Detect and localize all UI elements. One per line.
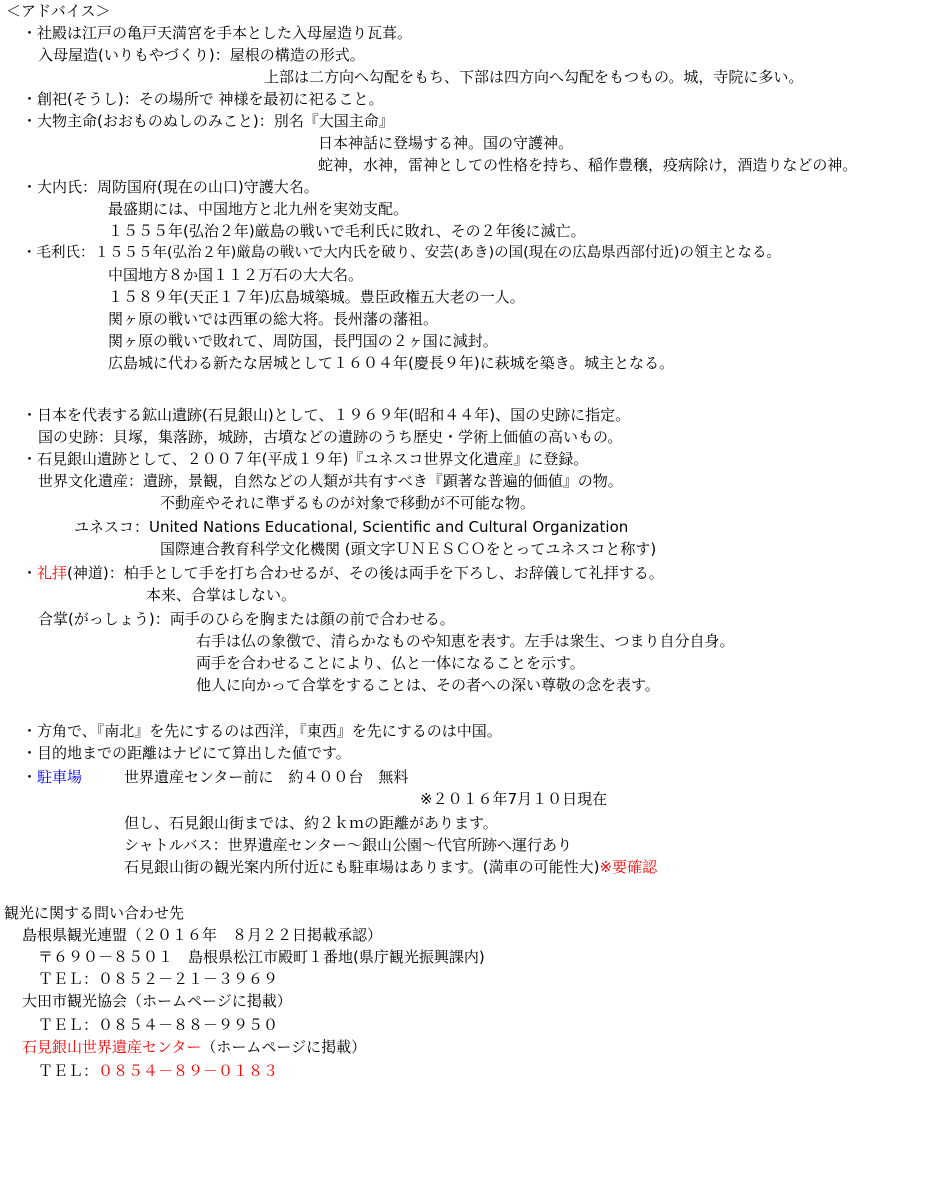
soushi-line: ・創祀(そうし)：その場所で 神様を最初に祀ること。 — [22, 90, 384, 108]
unesco-line-3: 不動産やそれに準ずるものが対象で移動が不可能な物。 — [160, 494, 536, 512]
parking-bullet: ・ — [22, 768, 38, 786]
shimane-name: 島根県観光連盟（２０１６年 ８月２２日掲載承認） — [22, 926, 383, 944]
irimoya-desc: 上部は二方向へ勾配をもち、下部は四方向へ勾配をもつもの。城，寺院に多い。 — [264, 68, 804, 86]
shaden-line: ・社殿は江戸の亀戸天満宮を手本とした入母屋造り瓦葺。 — [22, 24, 413, 42]
raihai-line-1 — [22, 562, 664, 584]
ouchi-line-1: ・大内氏：周防国府(現在の山口)守護大名。 — [22, 178, 319, 196]
unesco-line-2: 世界文化遺産：遺跡，景観，自然などの人類が共有すべき『顕著な普遍的価値』の物。 — [38, 472, 623, 490]
mouri-line-1: ・毛利氏：１５５５年(弘治２年)厳島の戦いで大内氏を破り、安芸(あき)の国(現在の広島県西部付近)の領主となる。 — [22, 245, 781, 261]
irimoya-term: 入母屋造(いりもやづくり)：屋根の構造の形式。 — [38, 46, 365, 64]
advice-heading: ＜アドバイス＞ — [6, 2, 111, 20]
center-name: 石見銀山世界遺産センター — [22, 1038, 202, 1056]
raihai-term: 礼拝 — [37, 564, 68, 582]
raihai-desc: (神道)：柏手として手を打ち合わせるが、その後は両手を下ろし、お辞儀して礼拝する。 — [67, 564, 664, 582]
parking-warning: ※要確認 — [599, 858, 658, 876]
unesco-line-4: ユネスコ：United Nations Educational, Scientific and Cultural Organization — [74, 518, 629, 536]
center-name-line — [22, 1036, 366, 1058]
okuninushi-desc-2: 蛇神，水神，雷神としての性格を持ち、稲作豊穣，疫病除け，酒造りなどの神。 — [318, 156, 858, 174]
unesco-line-5: 国際連合教育科学文化機関 (頭文字ＵＮＥＳＣＯをとってユネスコと称す) — [160, 540, 657, 558]
mouri-line-4: 関ヶ原の戦いでは西軍の総大将。長州藩の藩祖。 — [108, 310, 439, 328]
parking-line-5 — [124, 856, 657, 878]
center-note: （ホームページに掲載） — [201, 1038, 367, 1056]
ouchi-line-2: 最盛期には、中国地方と北九州を実効支配。 — [108, 200, 409, 218]
unesco-line-1: ・石見銀山遺跡として、２００７年(平成１９年)『ユネスコ世界文化遺産』に登録。 — [22, 450, 589, 468]
ouchi-line-3: １５５５年(弘治２年)厳島の戦いで毛利氏に敗れ、その２年後に滅亡。 — [108, 222, 586, 240]
oda-name: 大田市観光協会（ホームページに掲載） — [22, 992, 292, 1010]
kozan-line-2: 国の史跡：貝塚，集落跡，城跡，古墳などの遺跡のうち歴史・学術上価値の高いもの。 — [38, 428, 623, 446]
kozan-line-1: ・日本を代表する鉱山遺跡(石見銀山)として、１９６９年(昭和４４年)、国の史跡に指定。 — [22, 406, 631, 424]
parking-line-3: 但し、石見銀山街までは、約２ｋｍの距離があります。 — [124, 814, 498, 832]
okuninushi-term: ・大物主命(おおものぬしのみこと)：別名『大国主命』 — [22, 112, 394, 130]
parking-line-2: ※２０１６年7月１０日現在 — [420, 790, 608, 808]
mouri-line-3: １５８９年(天正１７年)広島城築城。豊臣政権五大老の一人。 — [108, 288, 525, 306]
shimane-tel: ＴＥＬ：０８５２－２１－３９６９ — [38, 970, 279, 988]
shimane-address: 〒６９０－８５０１ 島根県松江市殿町１番地(県庁観光振興課内) — [38, 948, 485, 966]
center-tel-line — [38, 1060, 278, 1082]
gassho-line-1: 合掌(がっしょう)：両手のひらを胸または顔の前で合わせる。 — [38, 610, 455, 628]
parking-note: 石見銀山街の観光案内所付近にも駐車場はあります。(満車の可能性大) — [124, 858, 600, 876]
mouri-line-5: 関ヶ原の戦いで敗れて、周防国，長門国の２ヶ国に減封。 — [108, 332, 498, 350]
mouri-line-6: 広島城に代わる新たな居城として１６０４年(慶長９年)に萩城を築き。城主となる。 — [108, 354, 675, 372]
hougaku-line: ・方角で、『南北』を先にするのは西洋，『東西』を先にするのは中国。 — [22, 722, 502, 740]
gassho-line-2: 右手は仏の象徴で、清らかなものや知恵を表す。左手は衆生、つまり自分自身。 — [196, 632, 735, 650]
parking-label: 駐車場 — [37, 768, 83, 786]
kyori-line: ・目的地までの距離はナビにて算出した値です。 — [22, 744, 351, 762]
okuninushi-desc-1: 日本神話に登場する神。国の守護神。 — [318, 134, 574, 152]
mouri-line-2: 中国地方８か国１１２万石の大大名。 — [108, 266, 364, 284]
gassho-line-3: 両手を合わせることにより、仏と一体になることを示す。 — [196, 654, 585, 672]
raihai-bullet: ・ — [22, 564, 38, 582]
center-tel-label: ＴＥＬ： — [38, 1062, 99, 1080]
contacts-heading: 観光に関する問い合わせ先 — [4, 904, 185, 922]
parking-line-1: 世界遺産センター前に 約４００台 無料 — [124, 768, 409, 786]
gassho-line-4: 他人に向かって合掌をすることは、その者への深い尊敬の念を表す。 — [196, 676, 660, 694]
raihai-line-2: 本来、合掌はしない。 — [146, 586, 297, 604]
oda-tel: ＴＥＬ：０８５４－８８－９９５０ — [38, 1016, 279, 1034]
center-tel-number: ０８５４－８９－０１８３ — [98, 1062, 279, 1080]
parking-label-line — [22, 766, 82, 788]
parking-line-4: シャトルバス：世界遺産センター～銀山公園～代官所跡へ運行あり — [124, 836, 573, 854]
